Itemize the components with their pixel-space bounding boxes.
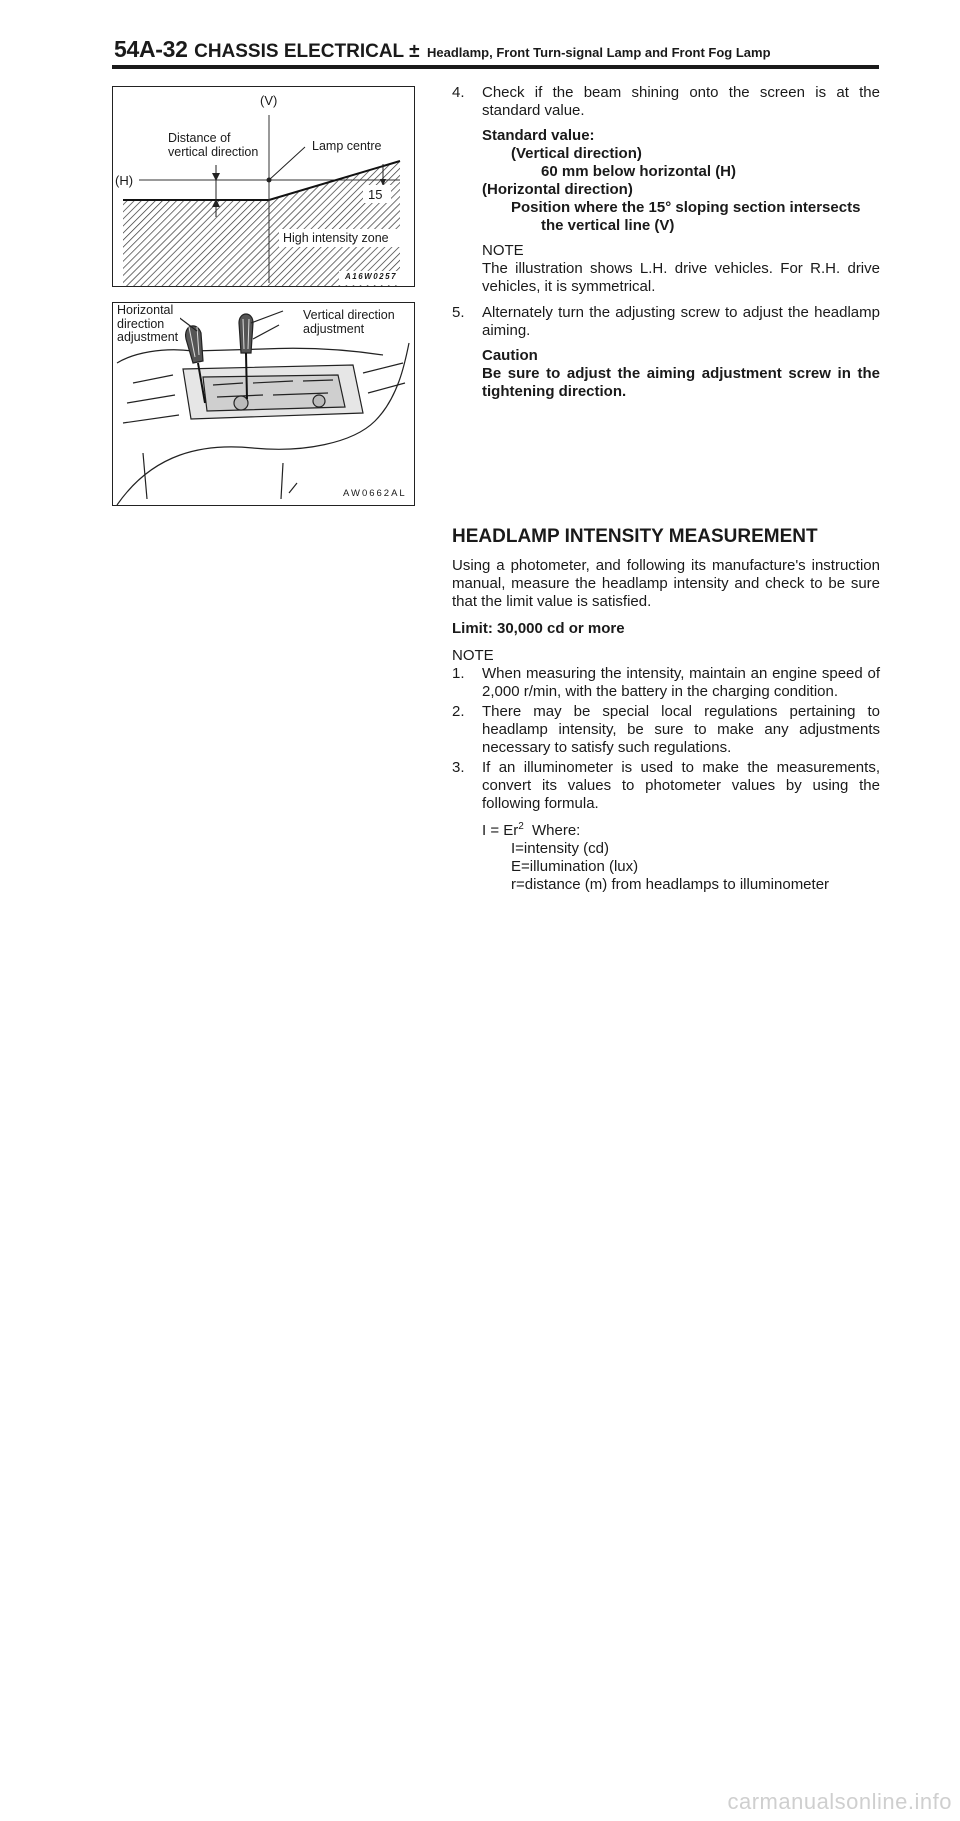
section-heading: HEADLAMP INTENSITY MEASUREMENT <box>452 526 818 547</box>
figure-code: A16W0257 <box>345 272 398 281</box>
intensity-intro: Using a photometer, and following its manufacture's instruction manual, measure the headlamp intensity and check to be sure that the limit value is satisfied. <box>452 557 880 610</box>
vertical-leader-2 <box>253 325 279 339</box>
label-lamp-centre: Lamp centre <box>312 139 382 153</box>
step-4-note: NOTE The illustration shows L.H. drive vehicles. For R.H. drive vehicles, it is symmetrical. <box>482 242 880 295</box>
note-item: 2. There may be special local regulations pertaining to headlamp intensity, be sure to make any adjustments necessary to satisfy such regulations. <box>452 703 880 756</box>
intensity-limit: Limit: 30,000 cd or more <box>452 620 625 637</box>
label-distance: Distance of vertical direction <box>168 131 259 159</box>
definition-r: r=distance (m) from headlamps to illuminometer <box>511 876 830 893</box>
formula <box>482 822 880 894</box>
note-label: NOTE <box>452 647 494 664</box>
label-horizontal-adjustment: Horizontal direction adjustment <box>117 303 179 344</box>
note-item: 1. When measuring the intensity, maintain an engine speed of 2,000 r/min, with the battery in the charging condition. <box>452 665 880 700</box>
aiming-steps <box>452 84 880 401</box>
definition-e: E=illumination (lux) <box>511 858 639 875</box>
caution: Caution Be sure to adjust the aiming adjustment screw in the tightening direction. <box>482 347 880 400</box>
adjustment-screws-figure <box>112 302 415 506</box>
vertical-leader-1 <box>251 311 283 323</box>
intensity-section <box>452 526 880 894</box>
header-rule <box>112 65 879 69</box>
page-number: 54A-32 <box>114 36 188 62</box>
note-item: 3. If an illuminometer is used to make the measurements, convert its values to photometer values by using the following formula. <box>452 759 880 812</box>
label-high-intensity: High intensity zone <box>283 231 389 245</box>
page-header <box>114 38 771 61</box>
label-angle: 15 <box>368 187 383 202</box>
figure-code: AW0662AL <box>343 488 407 499</box>
footer-watermark: carmanualsonline.info <box>727 1789 952 1814</box>
step-5: 5. Alternately turn the adjusting screw to adjust the headlamp aiming. <box>452 304 880 339</box>
aiming-screen-figure <box>112 86 415 287</box>
lamp-centre-leader <box>269 147 305 180</box>
subsection-title: Headlamp, Front Turn-signal Lamp and Front Fog Lamp <box>426 45 771 60</box>
label-v: (V) <box>260 93 278 108</box>
label-vertical-adjustment: Vertical direction adjustment <box>303 308 395 336</box>
definition-i: I=intensity (cd) <box>511 840 609 857</box>
formula-line: $I = Er^2$ Where: <box>482 821 581 839</box>
step-4: 4. Check if the beam shining onto the screen is at the standard value. <box>452 84 880 119</box>
label-h: (H) <box>115 173 134 188</box>
lamp-centre-dot <box>267 178 272 183</box>
standard-value: Standard value: (Vertical direction) 60 mm below horizontal (H) (Horizontal direction) Position where the 15° sloping section intersects the vertical line (V) <box>482 127 861 234</box>
section-title: CHASSIS ELECTRICAL ± <box>194 41 420 62</box>
